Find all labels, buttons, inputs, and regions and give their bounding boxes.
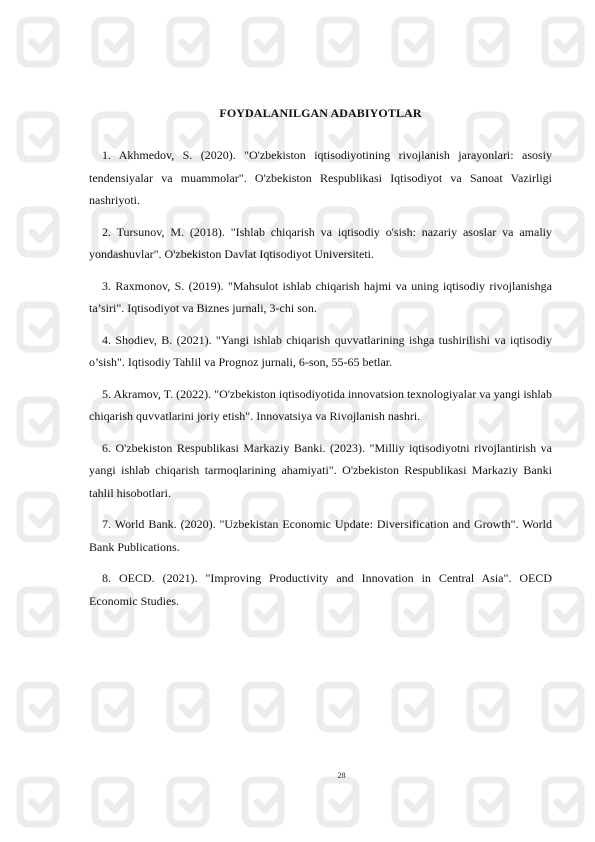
references-list (89, 144, 552, 621)
reference-item: 7. World Bank. (2020). "Uzbekistan Economic Update: Diversification and Growth". World Bank Publications. (89, 517, 552, 554)
reference-item: 6. O'zbekiston Respublikasi Markaziy Banki. (2023). "Milliy iqtisodiyotni rivojlantirish va yangi ishlab chiqarish tarmoqlarining ahamiyati". O'zbekiston Respublikasi Markaziy Banki tahlil hisobotlari. (89, 440, 552, 500)
reference-item: 1. Akhmedov, S. (2020). "O'zbekiston iqtisodiyotining rivojlanish jarayonlari: asosiy tendensiyalar va muammolar". O'zbekiston Respublikasi Iqtisodiyot va Sanoat Vazirligi nashriyoti. (89, 148, 552, 207)
reference-item: 5. Akramov, T. (2022). "O'zbekiston iqtisodiyotida innovatsion texnologiyalar va yangi ishlab chiqarish quvvatlarini joriy etish". Innovatsiya va Rivojlanish nashri. (89, 386, 552, 423)
page-title: FOYDALANILGAN ADABIYOTLAR (219, 106, 422, 120)
page-number: 28 (337, 771, 346, 780)
reference-item: 4. Shodiev, B. (2021). "Yangi ishlab chiqarish quvvatlarining ishga tushirilishi va iqtisodiy o’sish". Iqtisodiy Tahlil va Prognoz jurnali, 6-son, 55-65 betlar. (89, 332, 552, 369)
reference-item: 3. Raxmonov, S. (2019). "Mahsulot ishlab chiqarish hajmi va uning iqtisodiy rivojlanishga ta’siri". Iqtisodiyot va Biznes jurnali, 3-chi son. (89, 278, 552, 315)
reference-item: 8. OECD. (2021). "Improving Productivity and Innovation in Central Asia". OECD Economic Studies. (89, 571, 552, 608)
reference-item: 2. Tursunov, M. (2018). "Ishlab chiqarish va iqtisodiy o'sish: nazariy asoslar va amaliy yondashuvlar". O'zbekiston Davlat Iqtisodiyot Universiteti. (89, 224, 552, 261)
